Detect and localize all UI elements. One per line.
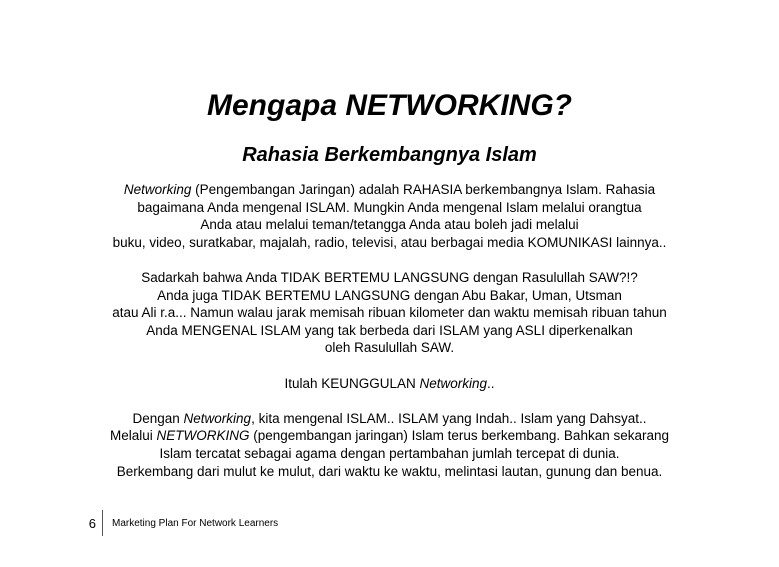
footer-text: Marketing Plan For Network Learners [112,517,279,529]
networking-italic: NETWORKING [156,428,250,444]
paragraph-4 [0,410,779,480]
paragraph-4-line-2-prefix: Melalui [109,428,157,444]
paragraph-3-line-1 [0,375,779,393]
paragraph-2-line-5: oleh Rasulullah SAW. [324,340,455,356]
paragraph-1-line-4: buku, video, suratkabar, majalah, radio, televisi, atau berbagai media KOMUNIKASI lainnya.. [112,234,667,250]
paragraph-3-suffix: .. [487,375,495,391]
paragraph-4-line-2 [0,427,779,445]
page-title: Mengapa NETWORKING? [207,89,572,122]
footer-divider [102,510,103,536]
paragraph-3-prefix: Itulah KEUNGGULAN [284,375,420,391]
paragraph-4-line-2-suffix: (pengembangan jaringan) Islam terus berkembang. Bahkan sekarang [249,428,670,444]
page-subtitle: Rahasia Berkembangnya Islam [242,144,537,166]
paragraph-3 [0,375,779,393]
paragraph-2-line-1: Sadarkah bahwa Anda TIDAK BERTEMU LANGSUNG dengan Rasulullah SAW?!? [141,269,638,285]
page-footer [84,510,278,536]
paragraph-2 [0,269,779,357]
body-text [0,181,779,498]
paragraph-1-line-3: Anda atau melalui teman/tetangga Anda atau boleh jadi melalui [200,217,579,233]
paragraph-4-line-1-prefix: Dengan [132,410,184,426]
paragraph-1-line-2: bagaimana Anda mengenal ISLAM. Mungkin Anda mengenal Islam melalui orangtua [137,199,642,215]
paragraph-2-line-3: atau Ali r.a... Namun walau jarak memisah ribuan kilometer dan waktu memisah ribuan tahun [112,305,667,321]
paragraph-4-line-1-suffix: , kita mengenal ISLAM.. ISLAM yang Indah.. Islam yang Dahsyat.. [251,410,647,426]
paragraph-2-line-2: Anda juga TIDAK BERTEMU LANGSUNG dengan Abu Bakar, Uman, Utsman [157,287,622,303]
networking-italic: Networking [183,410,252,426]
paragraph-1 [0,181,779,251]
paragraph-1-line-1 [0,181,779,199]
paragraph-2-line-4: Anda MENGENAL ISLAM yang tak berbeda dari ISLAM yang ASLI diperkenalkan [146,322,633,338]
paragraph-4-line-4: Berkembang dari mulut ke mulut, dari waktu ke waktu, melintasi lautan, gunung dan benua. [116,463,663,479]
paragraph-4-line-1 [0,410,779,428]
networking-italic: Networking [419,375,488,391]
paragraph-4-line-3: Islam tercatat sebagai agama dengan pertambahan jumlah tercepat di dunia. [159,445,620,461]
paragraph-1-line-1-text: (Pengembangan Jaringan) adalah RAHASIA berkembangnya Islam. Rahasia [191,182,656,197]
networking-italic: Networking [123,182,192,197]
page-number: 6 [88,515,96,531]
